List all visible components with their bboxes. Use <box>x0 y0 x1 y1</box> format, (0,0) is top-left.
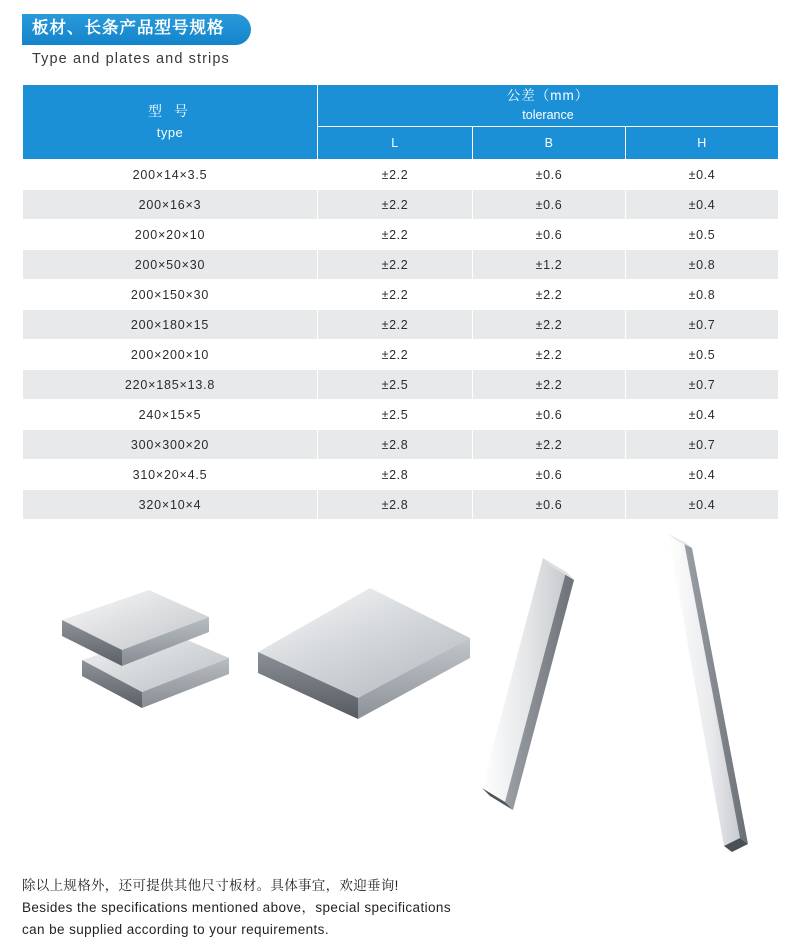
carbide-strip-short-photo <box>470 550 590 840</box>
table-cell-h: ±0.7 <box>626 310 779 340</box>
table-cell-type: 220×185×13.8 <box>23 370 318 400</box>
page-subtitle: Type and plates and strips <box>32 50 230 67</box>
table-cell-b: ±0.6 <box>473 220 626 250</box>
table-cell-b: ±0.6 <box>473 190 626 220</box>
table-cell-h: ±0.4 <box>626 490 779 520</box>
table-header-row-1 <box>23 85 779 127</box>
carbide-plate-stack-photo <box>54 562 244 752</box>
table-cell-h: ±0.7 <box>626 430 779 460</box>
table-body <box>23 160 779 520</box>
table-cell-b: ±1.2 <box>473 250 626 280</box>
table-row <box>23 370 779 400</box>
strip-long <box>668 534 748 852</box>
table-cell-b: ±2.2 <box>473 340 626 370</box>
product-images <box>0 520 800 860</box>
header-cell-type <box>23 85 318 160</box>
table-row <box>23 220 779 250</box>
table-cell-l: ±2.8 <box>318 490 473 520</box>
table-cell-l: ±2.8 <box>318 430 473 460</box>
table-cell-l: ±2.2 <box>318 190 473 220</box>
carbide-plate-photo <box>252 576 482 736</box>
table-cell-l: ±2.2 <box>318 280 473 310</box>
table-cell-type: 200×14×3.5 <box>23 160 318 190</box>
table-cell-b: ±2.2 <box>473 370 626 400</box>
page-title: 板材、长条产品型号规格 <box>22 14 251 45</box>
table-cell-l: ±2.2 <box>318 220 473 250</box>
table-cell-l: ±2.5 <box>318 370 473 400</box>
table-row <box>23 160 779 190</box>
table-cell-h: ±0.5 <box>626 220 779 250</box>
table-cell-h: ±0.4 <box>626 190 779 220</box>
table-cell-h: ±0.4 <box>626 160 779 190</box>
table-cell-type: 310×20×4.5 <box>23 460 318 490</box>
table-row <box>23 340 779 370</box>
table-cell-l: ±2.2 <box>318 250 473 280</box>
table-cell-h: ±0.4 <box>626 400 779 430</box>
table-cell-type: 200×200×10 <box>23 340 318 370</box>
table-cell-type: 200×150×30 <box>23 280 318 310</box>
strip-short <box>482 558 574 810</box>
table-row <box>23 430 779 460</box>
header-cell-h: H <box>626 127 779 160</box>
header-tolerance-en: tolerance <box>522 108 574 123</box>
table-cell-l: ±2.5 <box>318 400 473 430</box>
table-cell-b: ±0.6 <box>473 160 626 190</box>
note-chinese: 除以上规格外，还可提供其他尺寸板材。具体事宜，欢迎垂询! <box>22 878 399 893</box>
note-english-line2: can be supplied according to your requirements. <box>22 921 329 937</box>
header-cell-l: L <box>318 127 473 160</box>
table-cell-type: 200×20×10 <box>23 220 318 250</box>
table-cell-type: 200×16×3 <box>23 190 318 220</box>
table-cell-b: ±2.2 <box>473 430 626 460</box>
table-row <box>23 310 779 340</box>
table-cell-type: 300×300×20 <box>23 430 318 460</box>
page-header <box>22 14 778 67</box>
header-cell-tolerance <box>318 85 779 127</box>
table-cell-l: ±2.2 <box>318 310 473 340</box>
table-cell-h: ±0.8 <box>626 280 779 310</box>
table-row <box>23 490 779 520</box>
carbide-strip-long-photo <box>640 528 770 858</box>
note-english-line1: Besides the specifications mentioned above，special specifications <box>22 900 451 916</box>
table-cell-type: 200×180×15 <box>23 310 318 340</box>
header-type-cn: 型 号 <box>148 103 192 120</box>
plate-single <box>258 588 470 719</box>
table-cell-l: ±2.8 <box>318 460 473 490</box>
table-cell-b: ±2.2 <box>473 280 626 310</box>
table-row <box>23 460 779 490</box>
table-cell-b: ±2.2 <box>473 310 626 340</box>
table-row <box>23 400 779 430</box>
header-type-en: type <box>156 124 184 140</box>
table-cell-l: ±2.2 <box>318 160 473 190</box>
header-cell-b: B <box>473 127 626 160</box>
table-cell-b: ±0.6 <box>473 460 626 490</box>
table-cell-b: ±0.6 <box>473 400 626 430</box>
table-cell-type: 200×50×30 <box>23 250 318 280</box>
table-cell-h: ±0.8 <box>626 250 779 280</box>
table-cell-type: 240×15×5 <box>23 400 318 430</box>
table-cell-l: ±2.2 <box>318 340 473 370</box>
specification-table <box>22 84 779 520</box>
header-tolerance-cn: 公差（mm） <box>506 88 590 103</box>
table-cell-h: ±0.5 <box>626 340 779 370</box>
table-header <box>23 85 779 160</box>
table-row <box>23 280 779 310</box>
table-row <box>23 190 779 220</box>
table-cell-h: ±0.4 <box>626 460 779 490</box>
table-row <box>23 250 779 280</box>
table-cell-type: 320×10×4 <box>23 490 318 520</box>
table-cell-h: ±0.7 <box>626 370 779 400</box>
table-cell-b: ±0.6 <box>473 490 626 520</box>
footer-notes <box>22 876 762 939</box>
